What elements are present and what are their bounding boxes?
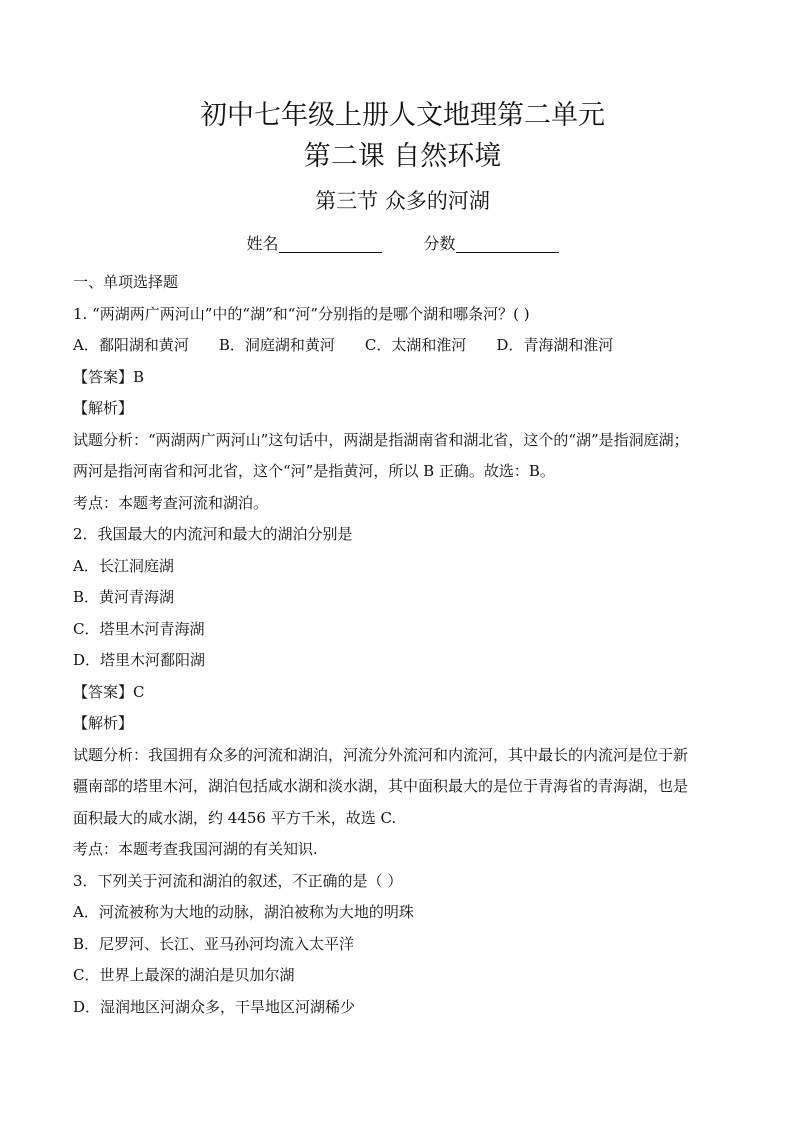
score-blank bbox=[456, 234, 559, 253]
question-2-kaodian: 考点：本题考查我国河湖的有关知识. bbox=[73, 840, 318, 858]
question-2-analysis-label: 【解析】 bbox=[73, 714, 134, 732]
question-1-analysis-line: 两河是指河南省和河北省，这个“河”是指黄河，所以 B 正确。故选：B。 bbox=[73, 462, 555, 480]
option-a: A．鄱阳湖和黄河 bbox=[73, 336, 189, 354]
option-d: D．湿润地区河湖众多，干旱地区河湖稀少 bbox=[73, 997, 356, 1016]
question-1-kaodian: 考点：本题考查河流和湖泊。 bbox=[73, 493, 269, 512]
option-a: A．长江洞庭湖 bbox=[73, 556, 174, 575]
option-c: C．太湖和淮河 bbox=[364, 336, 467, 354]
question-2-stem: 2．我国最大的内流河和最大的湖泊分别是 bbox=[73, 525, 353, 543]
lesson-title: 第二课 自然环境 bbox=[303, 141, 502, 172]
name-blank bbox=[279, 234, 382, 253]
section-title: 第三节 众多的河湖 bbox=[315, 189, 490, 213]
question-2-analysis-line: 试题分析：我国拥有众多的河流和湖泊，河流分外流河和内流河，其中最长的内流河是位于新 bbox=[73, 745, 689, 764]
question-1-analysis-line: 试题分析：“两湖两广两河山”这句话中，两湖是指湖南省和湖北省，这个的“湖”是指洞庭湖； bbox=[73, 430, 689, 449]
question-2-answer: 【答案】C bbox=[73, 682, 145, 701]
option-b: B．洞庭湖和黄河 bbox=[218, 336, 335, 354]
option-b: B．黄河青海湖 bbox=[73, 588, 175, 606]
question-1-analysis-label: 【解析】 bbox=[73, 399, 134, 417]
name-label: 姓名 bbox=[246, 234, 279, 253]
question-3-stem: 3．下列关于河流和湖泊的叙述，不正确的是（ ） bbox=[73, 871, 403, 890]
score-label: 分数 bbox=[423, 234, 456, 253]
question-1-stem: 1. “两湖两广两河山”中的“湖”和“河”分别指的是哪个湖和哪条河？( ) bbox=[73, 304, 530, 323]
option-c: C．塔里木河青海湖 bbox=[73, 619, 205, 638]
option-c: C．世界上最深的湖泊是贝加尔湖 bbox=[73, 966, 295, 984]
question-section-heading: 一、单项选择题 bbox=[73, 273, 179, 291]
option-b: B．尼罗河、长江、亚马孙河均流入太平洋 bbox=[73, 934, 355, 953]
question-1-options bbox=[73, 330, 732, 362]
option-d: D．青海湖和淮河 bbox=[496, 336, 614, 354]
option-a: A．河流被称为大地的动脉，湖泊被称为大地的明珠 bbox=[73, 903, 414, 921]
question-1-answer: 【答案】B bbox=[73, 367, 145, 386]
question-2-analysis-line: 面积最大的咸水湖，约 4456 平方千米，故选 C. bbox=[73, 808, 397, 827]
name-score-row bbox=[73, 232, 732, 256]
option-d: D．塔里木河鄱阳湖 bbox=[73, 651, 206, 669]
question-2-analysis-line: 疆南部的塔里木河，湖泊包括咸水湖和淡水湖，其中面积最大的是位于青海省的青海湖，也是 bbox=[73, 777, 689, 795]
document-title: 初中七年级上册人文地理第二单元 bbox=[200, 100, 605, 131]
